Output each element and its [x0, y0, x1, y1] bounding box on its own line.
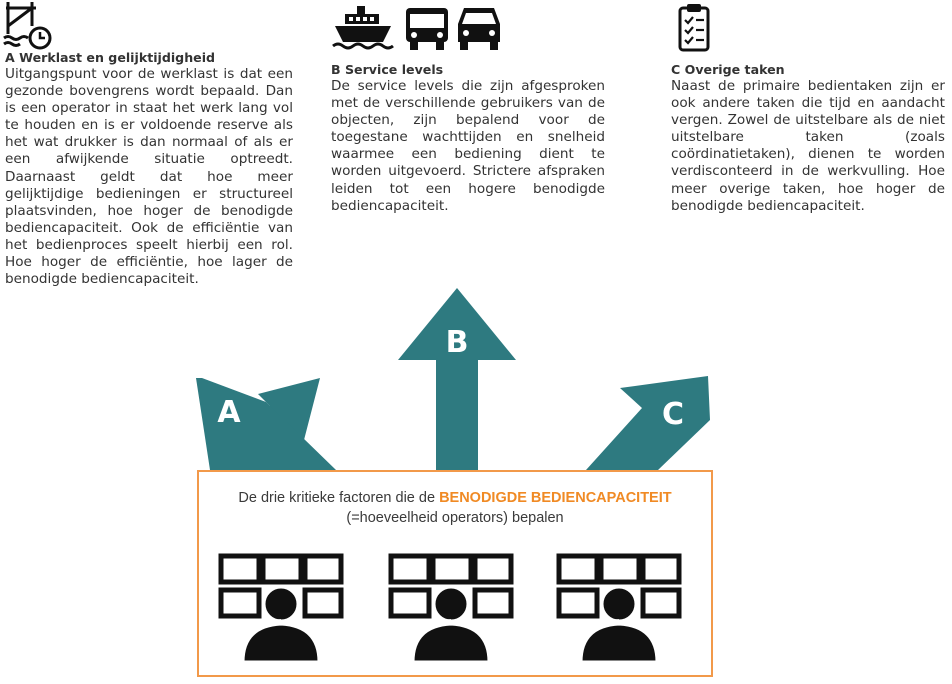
section-b-title: B Service levels — [331, 62, 444, 77]
operator-workstation-icon — [387, 552, 515, 662]
section-c-title: C Overige taken — [671, 62, 785, 77]
box-title-highlight: BENODIGDE BEDIENCAPACITEIT — [439, 490, 672, 506]
section-a-body: Uitgangspunt voor de werklast is dat een gezonde bovengrens wordt bepaald. Dan is een operator in staat het werk lang vol te houden en is er voldoende reserve als het wat drukker is dan normaal of als er een afwijkende situatie optreedt. Daarnaast geldt dat hoe meer gelijktijdige bedieningen er structureel plaatsvinden, hoe hoger de benodigde bediencapaciteit. Ook de efficiëntie van het bedienproces speelt hierbij een rol. Hoe hoger de efficiëntie, hoe lager de benodigde bediencapaciteit. — [5, 66, 293, 288]
arrow-c — [586, 376, 710, 470]
box-title-suffix: (=hoeveelheid operators) bepalen — [346, 510, 564, 526]
arrow-b — [398, 288, 516, 470]
arrow-a-label: A — [217, 395, 241, 430]
arrow-c-label: C — [661, 397, 685, 432]
factors-box-title — [199, 488, 711, 528]
box-title-prefix: De drie kritieke factoren die de — [238, 490, 440, 506]
section-c-body: Naast de primaire bedientaken zijn er ook andere taken die tijd en aandacht vergen. Zowel de uitstelbare als de niet uitstelbare taken (zoals coördinatietaken), dienen te worden verdisconteerd in de werkvulling. Hoe meer overige taken, hoe hoger de benodigde bediencapaciteit. — [671, 78, 945, 214]
operator-workstation-icon — [217, 552, 345, 662]
section-a-title: A Werklast en gelijktijdigheid — [5, 50, 216, 65]
arrow-b-label: B — [445, 325, 469, 360]
factors-box — [197, 470, 713, 677]
section-b-body: De service levels die zijn afgesproken met de verschillende gebruikers van de objecten, zijn bepalend voor de toegestane wachttijden en snelheid waarmee een bediening dient te worden uitgevoerd. Strictere afspraken leiden tot een hogere benodigde bediencapaciteit. — [331, 78, 605, 214]
operator-workstation-icon — [555, 552, 683, 662]
